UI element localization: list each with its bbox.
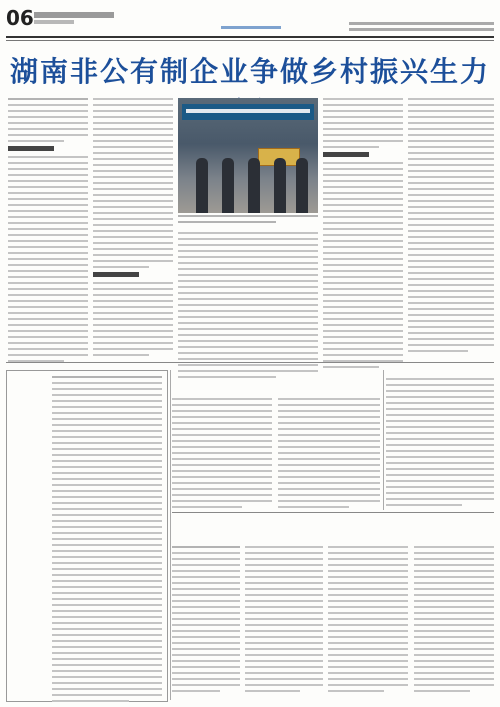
story-3-column-3 [386, 378, 494, 510]
page-header [6, 6, 494, 34]
news-photo [178, 98, 318, 213]
story-4-column-2 [245, 546, 323, 696]
lead-column-4 [323, 98, 403, 372]
editor-line [349, 22, 494, 25]
photo-banner-text [186, 109, 310, 113]
lead-column-1 [8, 98, 88, 366]
story-2-headline [8, 406, 34, 676]
contact-line [349, 28, 494, 31]
photo-person [248, 158, 260, 213]
photo-person [222, 158, 234, 213]
issue-meta [34, 20, 74, 24]
photo-person [296, 158, 308, 213]
page-number: 06 [6, 6, 34, 30]
story-4-column-1 [172, 546, 240, 696]
column-subtitle [221, 26, 281, 29]
photo-person [196, 158, 208, 213]
lead-column-5 [408, 98, 494, 356]
lead-column-3 [178, 232, 318, 382]
column-rule [170, 370, 171, 700]
story-2-body [52, 376, 162, 706]
lead-headline: 湖南非公有制企业争做乡村振兴生力 [9, 55, 490, 88]
section-divider [172, 512, 494, 513]
header-rule [6, 36, 494, 38]
story-3-column-2 [278, 398, 380, 512]
photo-person [274, 158, 286, 213]
header-rule-thin [6, 40, 494, 41]
column-rule [383, 370, 384, 510]
story-2-kicker [36, 412, 48, 532]
issue-date [34, 12, 114, 18]
photo-caption [178, 215, 318, 227]
section-divider [6, 362, 494, 363]
story-4-column-4 [414, 546, 494, 696]
lead-column-2 [93, 98, 173, 360]
header-right-block [344, 6, 494, 34]
story-4-column-3 [328, 546, 408, 696]
story-3-column-1 [172, 398, 272, 512]
